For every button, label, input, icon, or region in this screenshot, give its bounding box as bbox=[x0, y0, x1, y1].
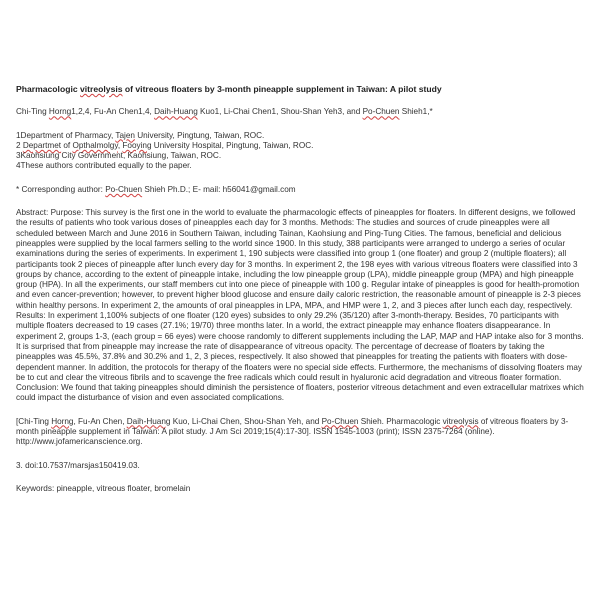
paper-title: Pharmacologic vitreolysis of vitreous floaters by 3-month pineapple supplement in Taiwan: A pilot study bbox=[16, 84, 442, 94]
citation-paragraph: [Chi-Ting Horng, Fu-An Chen, Daih-Huang Kuo, Li-Chai Chen, Shou-Shan Yeh, and Po-Chuen Shieh. Pharmacologic vitreolysis of vitreous floaters by 3-month pineapple supplement in Taiwan: A pilot study. J Am Sci 2019;15(4):17-30]. ISSN 1545-1003 (print); ISSN 2375-7264 (online). http://www.jofamericanscience.org. bbox=[16, 416, 569, 447]
affiliation-line: 4These authors contributed equally to the paper. bbox=[16, 161, 192, 171]
spellcheck-flag: Opthalmolgy bbox=[72, 140, 118, 150]
spellcheck-flag: Po-Chuen bbox=[362, 107, 400, 117]
spellcheck-flag: Tajen bbox=[115, 130, 135, 140]
affiliations bbox=[16, 131, 584, 172]
keywords-line: Keywords: pineapple, vitreous floater, bromelain bbox=[16, 483, 191, 493]
author-list: Chi-Ting Horng1,2,4, Fu-An Chen1,4, Daih-Huang Kuo1, Li-Chai Chen1, Shou-Shan Yeh3, and Po-Chuen Shieh1,* bbox=[16, 107, 433, 117]
document-page bbox=[16, 84, 584, 494]
affiliation-line: 3Kaohsiung City Government, Kaohsiung, Taiwan, ROC. bbox=[16, 151, 222, 161]
spellcheck-flag: Daih-Huang bbox=[154, 107, 198, 117]
doi-line: 3. doi:10.7537/marsjas150419.03. bbox=[16, 460, 140, 470]
spellcheck-flag: Departmet bbox=[22, 140, 62, 150]
spellcheck-flag: vitreolysis bbox=[442, 416, 479, 426]
spellcheck-flag: Fooying bbox=[122, 140, 152, 150]
affiliation-line: 1Department of Pharmacy, Tajen University, Pingtung, Taiwan, ROC. bbox=[16, 130, 265, 140]
abstract-paragraph: Abstract: Purpose: This survey is the first one in the world to evaluate the pharmacologic effects of pineapples for floaters. In different designs, we followed the results of patients who took various doses of pineapples each day for 3 months. Methods: The studies and sources of crude pineapples were all scheduled between March and June 2016 in Southern Taiwan, including Tainan, Kaohsiung and Ping-Tung Cities. The famous, beneficial and delicious pineapples were supplied by the local farmers selling to the world since 1900. In this study, 388 participants were arranged to undergo a series of ocular examinations during the series of experiments. In experiment 1, 190 subjects were classified into group 1 (one floater) and group 2 (multiple floaters); all participants took 2 pieces of pineapple after lunch every day for 3 months. In experiment 2, the 198 eyes with various vitreous floaters were classified into 3 groups by chance, according to the extent of pineapple intake, including the low pineapple group (LPA), middle pineapple group (MPA) and high pineapple group (HPA). In all the experiments, our staff members cut into one piece of pineapple with 100 g. Regular intake of pineapples is good for health-promotion and even cancer-prevention; however, to prevent higher blood glucose and ensure daily caloric restriction, the reasonable amount of pineapple is 2-3 pieces within healthy persons. In experiment 2, the amounts of oral pineapples in LPA, MPA, and HMP were 1, 2, and 3 pieces after lunch each day, respectively. Results: In experiment 1,100% subjects of one floater (120 eyes) subsides to only 29.2% (35/120) after 3-month-therapy. Besides, 70 participants with multiple floaters decreased to 19 cases (27.1%; 19/70) three months later. In a world, the extract pineapple may enhance floaters disappearance. In experiment 2, groups 1-3, (each group = 66 eyes) were choose randomly to different supplements including the LAP, MAP and HAP intake also for 3 months. It is surprised that from pineapple may increase the rate of disappearance of vitreous opacity. The percentage of decrease of floaters by taking the pineapples was 45.5%, 37.8% and 30.2% and 1, 2, 3 pieces, respectively. It also showed that pineapples for treating the patients with floaters with dose-dependent manner. In addition, the protocols for therapy of the floaters were no special side effects. Furthermore, the mechanisms of dissolving floaters may be to cut and clear the vitreous fibrils and to scavenge the free radicals which could result in hyaluronic acid degradation and vitreous floater formation. Conclusion: We found that taking pineapples should diminish the persistence of floaters, posterior vitreous detachment and even extracellular matrixes which could impact the disturbance of vision and even associated complications. bbox=[16, 208, 584, 403]
affiliation-line: 2 Departmet of Opthalmolgy, Fooying University Hospital, Pingtung, Taiwan, ROC. bbox=[16, 140, 314, 150]
spellcheck-flag: Po-Chuen bbox=[105, 184, 143, 194]
spellcheck-flag: Horng bbox=[48, 107, 72, 117]
corresponding-author: * Corresponding author: Po-Chuen Shieh Ph.D.; E- mail: h56041@gmail.com bbox=[16, 184, 296, 194]
spellcheck-flag: Horng bbox=[51, 416, 74, 426]
spellcheck-flag: Po-Chuen bbox=[321, 416, 359, 426]
spellcheck-flag: vitreolysis bbox=[80, 84, 123, 94]
spellcheck-flag: Daih-Huang bbox=[126, 416, 171, 426]
